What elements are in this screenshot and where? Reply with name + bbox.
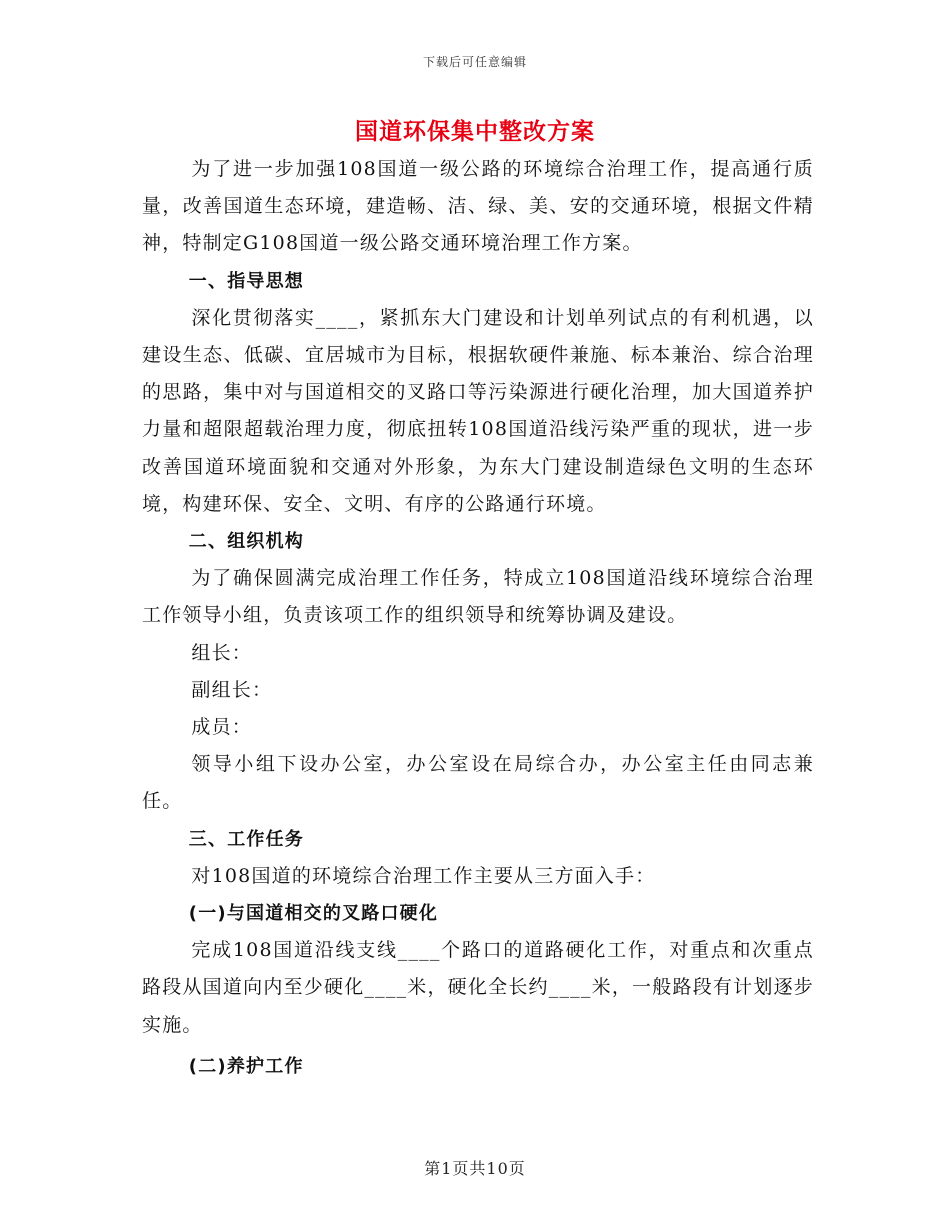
tasks-intro-paragraph: 对108国道的环境综合治理工作主要从三方面入手： <box>191 864 656 887</box>
intersection-hardening-paragraph: 完成108国道沿线支线____个路口的道路硬化工作，对重点和次重点路段从国道向内至少硬化____米，硬化全长约____米，一般路段有计划逐步实施。 <box>142 939 814 1036</box>
organization-paragraph: 为了确保圆满完成治理工作任务，特成立108国道沿线环境综合治理工作领导小组，负责该项工作的组织领导和统筹协调及建设。 <box>142 567 814 627</box>
section-heading-organization: 二、组织机构 <box>188 531 304 553</box>
intro-paragraph: 为了进一步加强108国道一级公路的环境综合治理工作，提高通行质量，改善国道生态环境，建造畅、洁、绿、美、安的交通环境，根据文件精神，特制定G108国道一级公路交通环境治理工作方案。 <box>142 158 814 255</box>
subheading-maintenance: (二)养护工作 <box>188 1055 304 1077</box>
deputy-leader-line: 副组长： <box>191 678 273 701</box>
office-paragraph: 领导小组下设办公室，办公室设在局综合办，办公室主任由同志兼任。 <box>142 753 814 813</box>
guiding-ideology-paragraph: 深化贯彻落实____，紧抓东大门建设和计划单列试点的有利机遇，以建设生态、低碳、宜居城市为目标，根据软硬件兼施、标本兼治、综合治理的思路，集中对与国道相交的叉路口等污染源进行硬化治理，加大国道养护力量和超限超载治理力度，彻底扭转108国道沿线污染严重的现状，进一步改善国道环境面貌和交通对外形象，为东大门建设制造绿色文明的生态环境，构建环保、安全、文明、有序的公路通行环境。 <box>142 306 814 515</box>
header-note: 下载后可任意编辑 <box>422 55 527 69</box>
leader-line: 组长： <box>191 641 252 664</box>
section-heading-guiding-ideology: 一、指导思想 <box>188 270 304 292</box>
page-indicator: 第1页共10页 <box>424 1159 526 1178</box>
section-heading-tasks: 三、工作任务 <box>188 828 304 850</box>
members-line: 成员： <box>191 716 252 739</box>
document-body <box>142 151 814 1085</box>
subheading-intersection-hardening: (一)与国道相交的叉路口硬化 <box>188 903 439 925</box>
document-title: 国道环保集中整改方案 <box>355 118 595 145</box>
